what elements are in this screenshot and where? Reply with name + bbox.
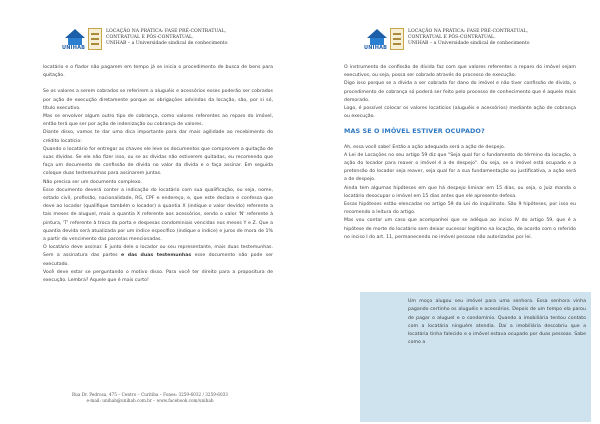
right-page xyxy=(300,0,600,424)
header-line-2: CONTRATUAL E PÓS-CONTRATUAL. xyxy=(408,35,496,41)
header-line-3: UNIHAB – a Universidade sindical de conhecimento xyxy=(408,41,530,47)
paragraph: A Lei de Locações no seu artigo 59 diz que "Seja qual for o fundamento do término da locação, a ação do locador para reaver o imóvel é a de despejo". Ou seja, se o imóvel está ocupado e a pretensão do locador seja reaver, seja qual for a sua fundamentação ou justificativa, a ação será a de despejo. xyxy=(344,152,576,183)
seal-logo-icon xyxy=(88,28,102,50)
paragraph: Quando o locatário for entregar as chaves ele leve os documentos que comprovem a quitação de suas dívidas. Se ele não fizer isso, ou se as dívidas não estiverem quitadas, eu recomendo que faça um documento de confissão de dívida no valor da dívida e o faça assinar. Em seguida coloque duas testemunhas para assinarem juntas. xyxy=(43,146,273,177)
logo-text: UNIHAB xyxy=(364,45,388,51)
section-title: MAS SE O IMÓVEL ESTIVER OCUPADO? xyxy=(344,127,485,136)
paragraph: Essas hipóteses estão elencadas no artigo 59 da Lei do inquilinato. São 9 hipóteses, por isso eu recomendo a leitura do artigo. xyxy=(344,202,576,216)
unihab-logo-icon xyxy=(64,28,86,50)
paragraph: Mas se envolver algum outro tipo de cobrança, como valores referentes ao reparo do imóvel, então terá que ser por ação de indenização ou cobrança de valores. xyxy=(43,114,273,128)
header-line-3: UNIHAB – a Universidade sindical de conhecimento xyxy=(106,41,228,47)
header-line-1: LOCAÇÃO NA PRÁTICA: FASE PRÉ-CONTRATUAL, xyxy=(408,29,528,34)
paragraph: O locatário deve assinar. E junto dele o locador ou seu representante, mais duas testemunhas. Sem a assinatura das partes e das duas testemunhas esse documento não pode ser executado. xyxy=(43,245,274,267)
logo-text: UNIHAB xyxy=(62,45,86,51)
footer-contact: e-mail: unihab@unihab.com.br – www.facebook.com/unihab xyxy=(86,398,214,403)
right-body-text xyxy=(344,64,576,242)
paragraph: Esse documento deverá conter a indicação do locatário com sua qualificação, ou seja, nome, estado civil, profissão, nacionalidade, RG, CPF e endereço, e, que este declara e confessa que deve ao locador (qualifique também o locador) a quantia X (indique o valor devido) referente a tais meses de aluguel, mais a quantia X referente aos acessórios, sendo o valor 'N' referente à pintura, 'T' referente à troca da porta e despesas condominiais vencidas nos meses Y e Z. Que a quantia devida será atualizada por um índice específico (indique o índice) e juros de mora de 1% a partir do vencimento das parcelas mencionadas. xyxy=(43,187,273,243)
story-text: Um moço alugou seu imóvel para uma senhora. Essa senhora vinha pagando certinho os aluguéis e acessórios. Depois de um tempo ela parou de pagar o aluguel e o condomínio. Quando a imobiliária tentou contato com a locatária ninguém atendia. Daí a imobiliária descobriu que a locatária tinha falecido e o imóvel estava ocupado por duas pessoas. Sabe como a xyxy=(408,299,586,346)
seal-logo-icon xyxy=(390,28,404,50)
paragraph: Não precisa ser um documento complexo. xyxy=(43,179,142,185)
paragraph: Diante disso, vamos te dar uma dica importante para dar mais agilidade ao recebimento do crédito locatício: xyxy=(43,130,273,144)
header-line-2: CONTRATUAL E PÓS-CONTRATUAL. xyxy=(106,35,194,41)
left-footer xyxy=(40,392,260,404)
paragraph: Digo isso porque se a dívida a ser cobrada for dano do imóvel e não tiver confissão de dívida, o procedimento de cobrança só poderá ser feito pelo processo de conhecimento que é aquele mais demorado. xyxy=(344,81,576,103)
paragraph: O instrumento de confissão de dívida faz com que valores referentes a reparo do imóvel sejam executivos, ou seja, possa ser cobrado através do processo de execução. xyxy=(344,65,576,79)
paragraph: Ah, essa você sabe! Então a ação adequada será a ação de despejo. xyxy=(344,144,506,150)
header-text xyxy=(106,29,306,48)
header-text xyxy=(408,29,600,48)
footer-address: Rua Dr. Pedrosa, 475 – Centro – Curitiba – Fones: 3259-6032 / 3259-6033 xyxy=(72,392,228,397)
paragraph: Se os valores a serem cobrados se referirem a aluguéis e acessórios esses poderão ser cobrados por ação de execução diretamente porque as obrigações advindas da locação, são, por si só, título executivo. xyxy=(43,89,273,111)
paragraph: Mas vou contar um caso que acompanhei que se adéqua ao inciso IV do artigo 59, que é a hipótese de morte do locatário sem deixar sucessor legítimo na locação, de acordo com o referido no inciso I do art. 11, permanecendo no imóvel pessoas não autorizadas por lei. xyxy=(344,218,576,240)
paragraph: locatário e o fiador não pagarem em tempo já se inicia o procedimento de busca de bens para quitação. xyxy=(43,65,273,79)
header-line-1: LOCAÇÃO NA PRÁTICA: FASE PRÉ-CONTRATUAL, xyxy=(106,29,226,34)
unihab-logo-icon xyxy=(366,28,388,50)
paragraph: Você deve estar se perguntando o motivo disso. Para você ter direito para a propositura de execução. Lembra? Aquele que é mais curto! xyxy=(43,269,273,284)
story-callout xyxy=(360,292,591,422)
paragraph: Ainda tem algumas hipóteses em que há despejo liminar em 15 dias, ou seja, o Juiz manda o locatário desocupar o imóvel em 15 dias antes que ele apresente defesa. xyxy=(344,185,576,199)
bold-phrase: e das duas testemunhas xyxy=(121,253,192,259)
left-body-text xyxy=(43,64,273,285)
paragraph: Logo, é possível colocar os valores locatícios (aluguéis e acessórios) mediante ação de cobrança ou execução. xyxy=(344,106,576,120)
